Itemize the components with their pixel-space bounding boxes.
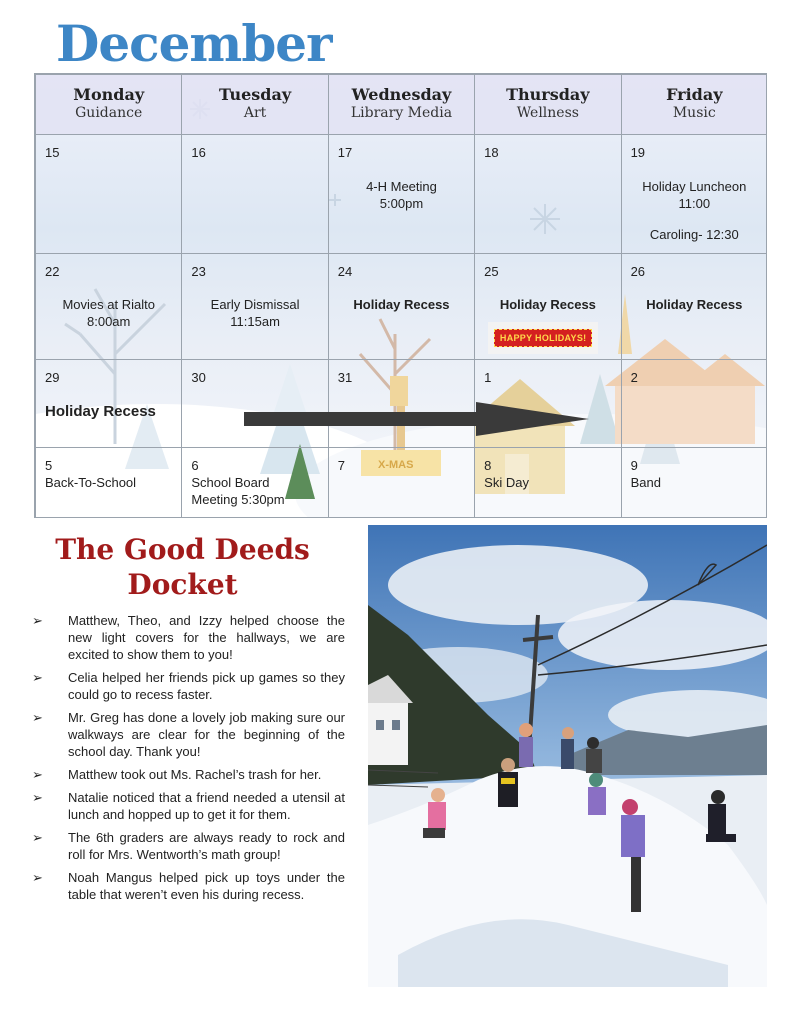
event-text: Back-To-School [45, 475, 137, 490]
event-text: Band [630, 475, 661, 490]
deeds-title: The Good Deeds Docket [55, 533, 310, 601]
day-name: Monday [73, 85, 145, 104]
day-cell [36, 448, 182, 519]
day-cell [36, 360, 182, 448]
date-number: 25 [484, 264, 499, 279]
day-cell [621, 360, 767, 448]
date-number: 8 [484, 458, 492, 473]
bullet-arrow-icon: ➢ [32, 767, 43, 782]
list-item [30, 869, 345, 903]
day-name: Thursday [506, 85, 590, 104]
special-name: Guidance [75, 105, 143, 121]
event-text: Holiday Recess [353, 297, 450, 312]
date-number: 15 [45, 145, 60, 160]
page-title: December [56, 14, 332, 73]
deed-text: Matthew took out Ms. Rachel’s trash for her. [68, 767, 322, 782]
date-number: 7 [337, 458, 346, 473]
bullet-arrow-icon: ➢ [32, 613, 43, 628]
day-cell [182, 254, 328, 360]
date-number: 9 [630, 458, 638, 473]
deed-text: Mr. Greg has done a lovely job making sure our walkways are clear for the beginning of the school day. Thank you! [68, 710, 345, 759]
day-cell [36, 254, 182, 360]
event-text: Early Dismissal 11:15am [210, 297, 300, 329]
bullet-arrow-icon: ➢ [32, 870, 43, 885]
date-number: 17 [337, 145, 353, 160]
header-tuesday [182, 75, 328, 135]
date-number: 5 [45, 458, 53, 473]
special-name: Library Media [350, 105, 453, 121]
day-cell [182, 135, 328, 254]
deed-text: The 6th graders are always ready to rock and roll for Mrs. Wentworth’s math group! [68, 830, 345, 862]
day-cell [621, 254, 767, 360]
day-cell [36, 135, 182, 254]
bullet-arrow-icon: ➢ [32, 790, 43, 805]
date-number: 26 [630, 264, 646, 279]
child-figure-icon [561, 727, 574, 769]
day-cell [328, 135, 474, 254]
list-item [30, 789, 345, 823]
special-name: Music [672, 105, 716, 121]
day-name: Wednesday [351, 85, 452, 104]
calendar-week-row [36, 135, 768, 254]
header-thursday [475, 75, 621, 135]
event-text: Movies at Rialto 8:00am [62, 297, 155, 329]
deed-text: Celia helped her friends pick up games so they could go to recess faster. [68, 670, 345, 702]
calendar-week-row [36, 254, 768, 360]
deed-text: Natalie noticed that a friend needed a utensil at lunch and hopped up to get it for them. [68, 790, 345, 822]
calendar-table [35, 74, 767, 518]
date-number: 30 [191, 370, 206, 385]
header-monday [36, 75, 182, 135]
list-item [30, 612, 345, 663]
date-number: 24 [337, 264, 353, 279]
date-number: 16 [191, 145, 206, 160]
date-number: 2 [630, 370, 638, 385]
deed-text: Matthew, Theo, and Izzy helped choose the new light covers for the hallways, we are excited to show them to you! [68, 613, 345, 662]
event-text: Caroling- 12:30 [649, 227, 739, 242]
event-text: Holiday Recess [45, 403, 156, 420]
list-item [30, 829, 345, 863]
special-name: Wellness [516, 105, 579, 121]
day-cell [475, 448, 621, 519]
event-text: 4-H Meeting 5:00pm [366, 179, 437, 211]
date-number: 29 [45, 370, 60, 385]
deeds-list [30, 612, 345, 909]
date-number: 18 [484, 145, 499, 160]
day-name: Tuesday [219, 85, 292, 104]
calendar-header-row [36, 75, 768, 135]
header-wednesday [328, 75, 474, 135]
list-item [30, 709, 345, 760]
happy-holidays-badge [488, 322, 598, 354]
event-text: School Board Meeting 5:30pm [191, 475, 285, 507]
day-cell [621, 448, 767, 519]
calendar [34, 73, 767, 518]
event-text: Holiday Recess [646, 297, 743, 312]
happy-holidays-text: HAPPY HOLIDAYS! [494, 329, 593, 347]
day-cell [621, 135, 767, 254]
day-cell [475, 135, 621, 254]
day-cell [475, 254, 621, 360]
event-text: Holiday Luncheon 11:00 [642, 179, 747, 211]
child-figure-icon [519, 723, 533, 767]
date-number: 22 [45, 264, 60, 279]
bullet-arrow-icon: ➢ [32, 830, 43, 845]
deed-text: Noah Mangus helped pick up toys under the table that weren’t even his during recess. [68, 870, 345, 902]
bullet-arrow-icon: ➢ [32, 670, 43, 685]
date-number: 31 [337, 370, 353, 385]
calendar-week-row [36, 448, 768, 519]
date-number: 19 [630, 145, 646, 160]
event-text: Holiday Recess [499, 297, 596, 312]
snow-play-photo [368, 525, 767, 987]
list-item [30, 766, 345, 783]
day-cell [182, 448, 328, 519]
special-name: Art [243, 105, 267, 121]
bullet-arrow-icon: ➢ [32, 710, 43, 725]
date-number: 1 [484, 370, 492, 385]
date-number: 23 [191, 264, 206, 279]
event-text: Ski Day [484, 475, 529, 490]
day-cell [328, 448, 474, 519]
day-cell [328, 254, 474, 360]
day-name: Friday [666, 85, 723, 104]
date-number: 6 [191, 458, 199, 473]
header-friday [621, 75, 767, 135]
list-item [30, 669, 345, 703]
snow-play-photo-illustration [368, 525, 767, 987]
xmas-sign-text: X-MAS [378, 459, 414, 471]
recess-span-arrow-icon [244, 402, 589, 436]
